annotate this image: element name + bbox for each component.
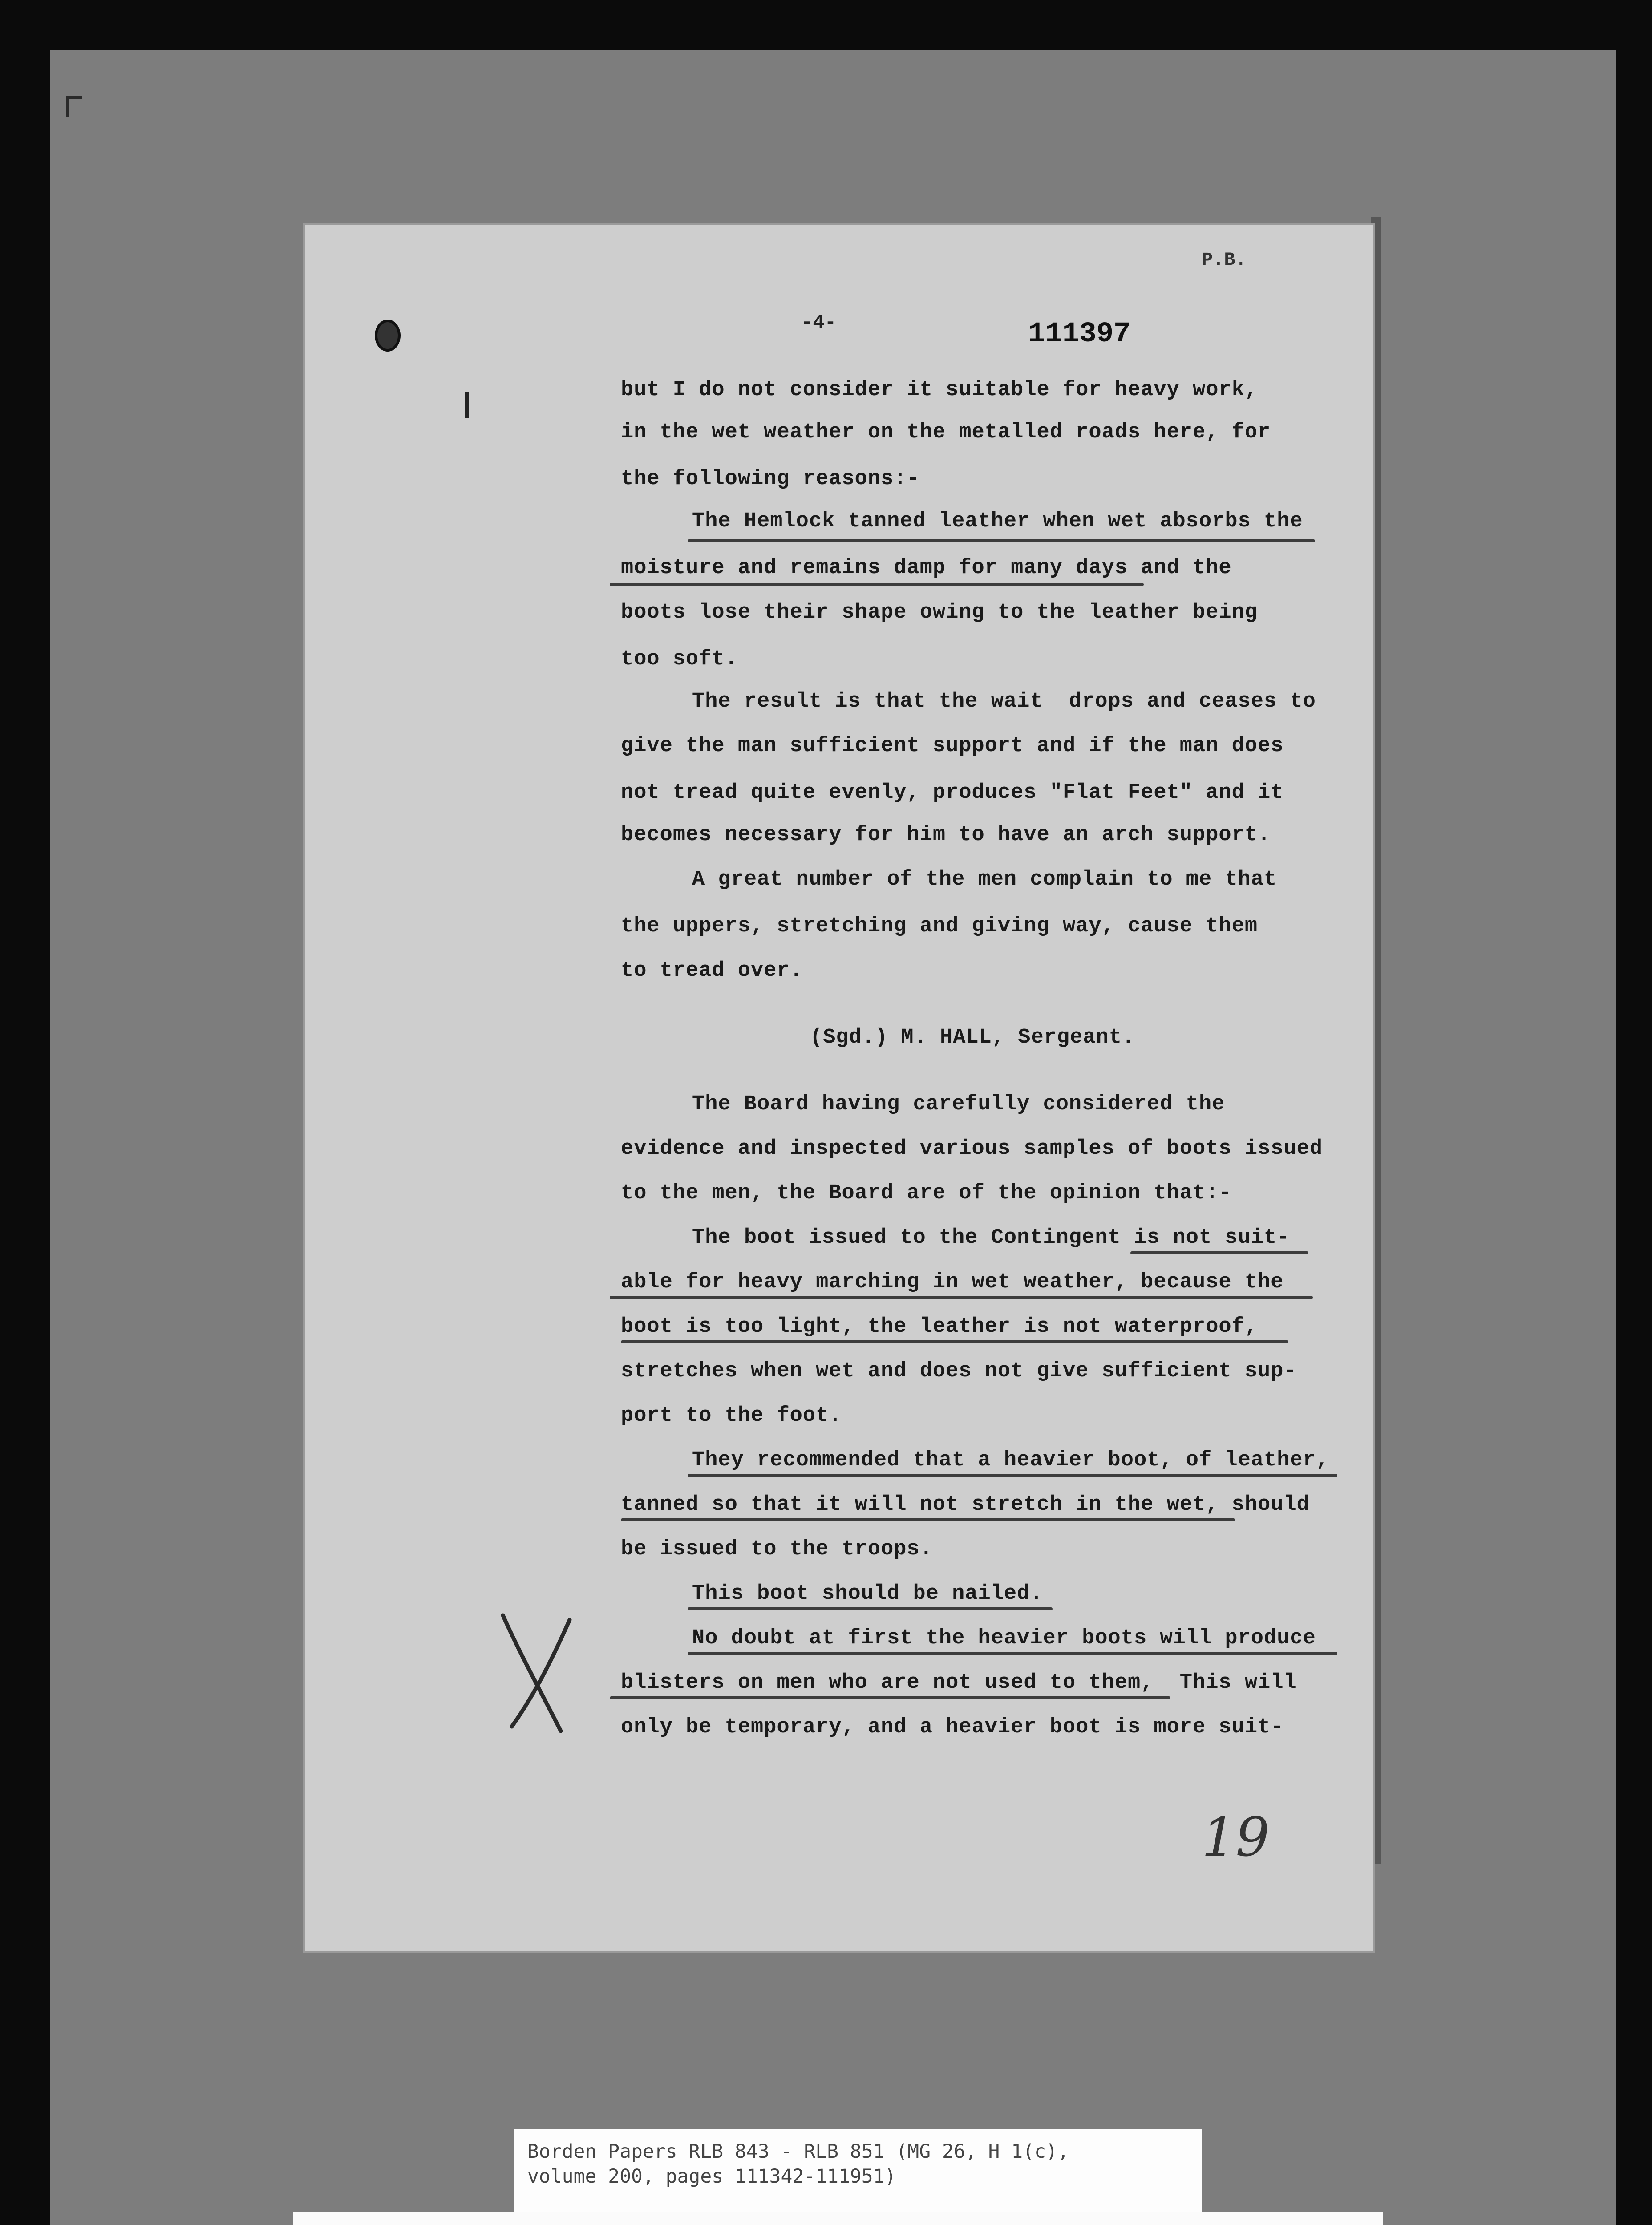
- margin-tick: [465, 392, 469, 418]
- text-line: be issued to the troops.: [621, 1537, 933, 1561]
- text-line: only be temporary, and a heavier boot is more suit-: [621, 1715, 1284, 1739]
- text-line: The Board having carefully considered the: [692, 1092, 1225, 1116]
- text-line: A great number of the men complain to me that: [692, 868, 1277, 891]
- text-line: This boot should be nailed.: [692, 1582, 1043, 1606]
- reference-line-1: Borden Papers RLB 843 - RLB 851 (MG 26, H 1(c),: [527, 2140, 1069, 2163]
- text-line: but I do not consider it suitable for heavy work,: [621, 378, 1258, 402]
- text-line: stretches when wet and does not give sufficient sup-: [621, 1359, 1297, 1383]
- text-line: too soft.: [621, 647, 738, 671]
- reference-label: [514, 2129, 1202, 2223]
- text-line: blisters on men who are not used to them, This will: [621, 1671, 1297, 1695]
- handwritten-page-number: 19: [1202, 1807, 1270, 1869]
- pencil-underline: [621, 1340, 1288, 1343]
- text-line: in the wet weather on the metalled roads here, for: [621, 421, 1271, 444]
- reference-line-2: volume 200, pages 111342-111951): [527, 2165, 896, 2188]
- page-marker: -4-: [801, 312, 837, 334]
- text-line: The boot issued to the Contingent is not suit-: [692, 1226, 1290, 1250]
- text-line: boot is too light, the leather is not waterproof,: [621, 1315, 1258, 1339]
- handwritten-x-mark: [494, 1606, 583, 1740]
- pencil-underline: [688, 1607, 1053, 1610]
- text-line: not tread quite evenly, produces "Flat Feet" and it: [621, 781, 1284, 805]
- text-line: able for heavy marching in wet weather, because the: [621, 1270, 1284, 1294]
- text-line: to the men, the Board are of the opinion that:-: [621, 1181, 1232, 1205]
- text-line: No doubt at first the heavier boots will produce: [692, 1626, 1316, 1650]
- text-line: The result is that the wait drops and ceases to: [692, 690, 1316, 713]
- text-line: give the man sufficient support and if the man does: [621, 734, 1284, 758]
- header-mark: P.B.: [1202, 249, 1247, 271]
- text-line: to tread over.: [621, 959, 803, 983]
- text-line: The Hemlock tanned leather when wet absorbs the: [692, 510, 1303, 533]
- text-line: evidence and inspected various samples of boots issued: [621, 1137, 1323, 1161]
- text-line: moisture and remains damp for many days and the: [621, 556, 1232, 580]
- punch-hole: [375, 320, 401, 352]
- text-line: the uppers, stretching and giving way, cause them: [621, 914, 1258, 938]
- pencil-underline: [610, 583, 1144, 586]
- pencil-underline: [621, 1518, 1235, 1521]
- pencil-underline: [688, 539, 1315, 542]
- text-line: becomes necessary for him to have an arch support.: [621, 823, 1271, 847]
- pencil-underline: [688, 1652, 1337, 1655]
- pencil-underline: [610, 1296, 1313, 1299]
- text-line: boots lose their shape owing to the leather being: [621, 601, 1258, 624]
- corner-mark: [66, 96, 82, 117]
- document-number: 111397: [1028, 318, 1131, 350]
- text-line: tanned so that it will not stretch in the wet, should: [621, 1493, 1310, 1517]
- archive-stamp: [293, 2212, 1383, 2225]
- text-line: port to the foot.: [621, 1404, 842, 1428]
- text-line: They recommended that a heavier boot, of leather,: [692, 1448, 1329, 1472]
- pencil-underline: [1130, 1251, 1308, 1254]
- pencil-underline: [688, 1474, 1337, 1477]
- text-line: the following reasons:-: [621, 467, 920, 491]
- signature-line: (Sgd.) M. HALL, Sergeant.: [810, 1026, 1135, 1049]
- pencil-underline: [610, 1696, 1170, 1699]
